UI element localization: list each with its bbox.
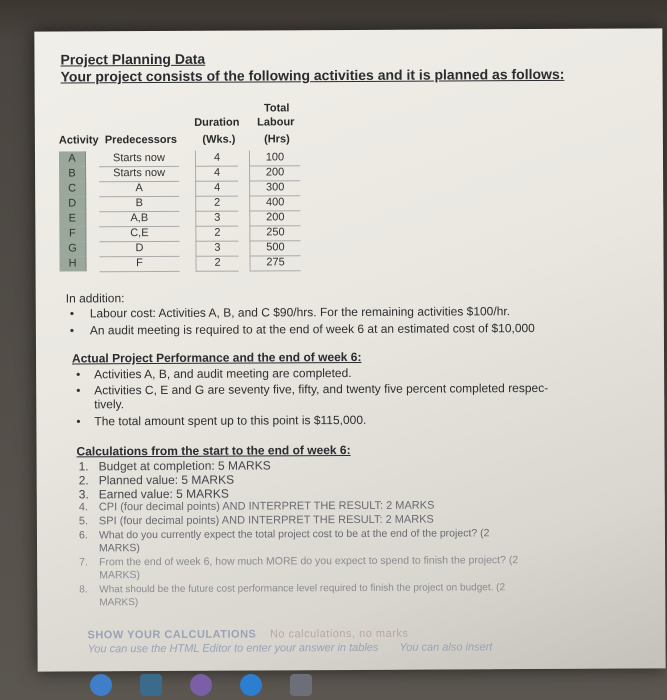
calculations-heading: Calculations from the start to the end of week 6: bbox=[76, 442, 351, 459]
app-icon[interactable] bbox=[90, 674, 112, 696]
table-row bbox=[59, 165, 299, 181]
cell-duration: 3 bbox=[195, 241, 238, 257]
app-icon[interactable] bbox=[190, 674, 212, 696]
bullet-icon: • bbox=[76, 383, 81, 398]
also-insert-text: You can also insert bbox=[399, 641, 493, 654]
cell-activity: C bbox=[59, 181, 86, 196]
cell-predecessors: D bbox=[99, 241, 179, 257]
table-row bbox=[59, 225, 299, 241]
cell-predecessors: F bbox=[100, 256, 180, 272]
addition-item: Labour cost: Activities A, B, and C $90/hrs. For the remaining activities $100/hr. bbox=[89, 304, 511, 321]
cell-labour: 500 bbox=[249, 240, 300, 256]
calc-item-cont: MARKS) bbox=[99, 542, 140, 555]
project-table bbox=[58, 100, 299, 270]
taskbar bbox=[90, 672, 390, 700]
header-duration-top: Duration bbox=[194, 116, 240, 129]
header-activity: Activity bbox=[58, 134, 99, 147]
calc-item: What should be the future cost performance level required to finish the project on budget. (2 bbox=[99, 582, 506, 596]
bullet-icon: • bbox=[76, 367, 81, 382]
cell-activity: E bbox=[59, 211, 86, 226]
cell-duration: 2 bbox=[196, 256, 239, 272]
calc-item-cont: MARKS) bbox=[99, 569, 141, 582]
calc-item-cont: MARKS) bbox=[99, 597, 139, 609]
cell-duration: 2 bbox=[195, 226, 238, 242]
document-page bbox=[34, 28, 665, 671]
calc-number: 8. bbox=[79, 584, 88, 596]
cell-activity: B bbox=[59, 166, 86, 181]
cell-activity: D bbox=[59, 196, 86, 211]
bullet-icon: • bbox=[76, 414, 81, 429]
cell-activity: A bbox=[59, 151, 86, 166]
actual-item: Activities C, E and G are seventy five, fifty, and twenty five percent completed respec- bbox=[94, 380, 549, 398]
header-predecessors: Predecessors bbox=[104, 133, 178, 147]
cell-labour: 200 bbox=[249, 210, 300, 226]
table-row bbox=[60, 255, 300, 271]
cell-predecessors: Starts now bbox=[99, 151, 179, 167]
cell-activity: H bbox=[60, 256, 87, 271]
calc-number: 7. bbox=[79, 556, 88, 569]
cell-labour: 400 bbox=[249, 195, 300, 211]
header-labour-bottom: (Hrs) bbox=[264, 133, 290, 146]
cell-predecessors: C,E bbox=[99, 226, 179, 242]
cell-labour: 250 bbox=[249, 225, 300, 241]
cell-duration: 4 bbox=[195, 151, 238, 167]
show-calculations-label: SHOW YOUR CALCULATIONS bbox=[87, 628, 257, 642]
cell-predecessors: Starts now bbox=[99, 166, 179, 182]
calc-item: Earned value: 5 MARKS bbox=[98, 486, 229, 502]
calc-number: 4. bbox=[78, 501, 89, 514]
table-row bbox=[59, 195, 299, 211]
app-icon[interactable] bbox=[140, 674, 162, 696]
document-title: Project Planning Data bbox=[60, 50, 206, 68]
cell-duration: 3 bbox=[195, 211, 238, 227]
calc-number: 2. bbox=[78, 473, 89, 488]
actual-item: The total amount spent up to this point is $115,000. bbox=[94, 412, 367, 429]
addition-heading: In addition: bbox=[65, 291, 125, 306]
show-calculations-note bbox=[87, 628, 408, 642]
cell-predecessors: B bbox=[99, 196, 179, 212]
calc-item: What do you currently expect the total project cost to be at the end of the project? (2 bbox=[98, 527, 490, 542]
actual-item: Activities A, B, and audit meeting are completed. bbox=[94, 365, 352, 382]
cell-labour: 300 bbox=[249, 180, 300, 196]
cell-labour: 200 bbox=[249, 165, 300, 181]
actual-item-cont: tively. bbox=[94, 397, 125, 412]
header-labour-mid: Labour bbox=[257, 116, 295, 129]
no-calculations-label: No calculations, no marks bbox=[269, 627, 409, 641]
cell-labour: 275 bbox=[250, 255, 301, 271]
table-row bbox=[59, 150, 299, 166]
app-icon[interactable] bbox=[240, 674, 262, 696]
cell-duration: 2 bbox=[195, 196, 238, 212]
cell-predecessors: A bbox=[99, 181, 179, 197]
header-labour-top: Total bbox=[263, 102, 290, 115]
table-row bbox=[59, 210, 299, 226]
table-row bbox=[59, 240, 299, 256]
calc-item: SPI (four decimal points) AND INTERPRET THE RESULT: 2 MARKS bbox=[98, 513, 434, 528]
header-duration-bottom: (Wks.) bbox=[202, 133, 236, 146]
calc-number: 5. bbox=[78, 515, 89, 528]
calc-item: CPI (four decimal points) AND INTERPRET THE RESULT: 2 MARKS bbox=[98, 499, 435, 514]
cell-labour: 100 bbox=[249, 150, 300, 166]
cell-duration: 4 bbox=[195, 181, 238, 197]
calc-number: 3. bbox=[78, 487, 89, 502]
bullet-icon: • bbox=[69, 323, 75, 338]
cell-predecessors: A,B bbox=[99, 211, 179, 227]
bullet-icon: • bbox=[69, 306, 75, 321]
addition-item: An audit meeting is required to at the end of week 6 at an estimated cost of $10,000 bbox=[89, 321, 535, 338]
editor-note bbox=[88, 641, 493, 655]
cell-activity: F bbox=[59, 226, 86, 241]
actual-heading: Actual Project Performance and the end of week 6: bbox=[72, 349, 362, 366]
calc-number: 1. bbox=[78, 459, 89, 474]
table-row bbox=[59, 180, 299, 196]
calc-item: Budget at completion: 5 MARKS bbox=[98, 458, 271, 474]
document-subtitle: Your project consists of the following activities and it is planned as follows: bbox=[60, 65, 565, 85]
cell-duration: 4 bbox=[195, 166, 238, 182]
calc-item: From the end of week 6, how much MORE do you expect to spend to finish the project? (2 bbox=[99, 554, 519, 569]
calc-number: 6. bbox=[78, 529, 88, 542]
calc-item: Planned value: 5 MARKS bbox=[98, 472, 235, 488]
editor-note-text: You can use the HTML Editor to enter your answer in tables bbox=[87, 641, 379, 656]
cell-activity: G bbox=[59, 241, 86, 256]
app-icon[interactable] bbox=[290, 674, 312, 696]
